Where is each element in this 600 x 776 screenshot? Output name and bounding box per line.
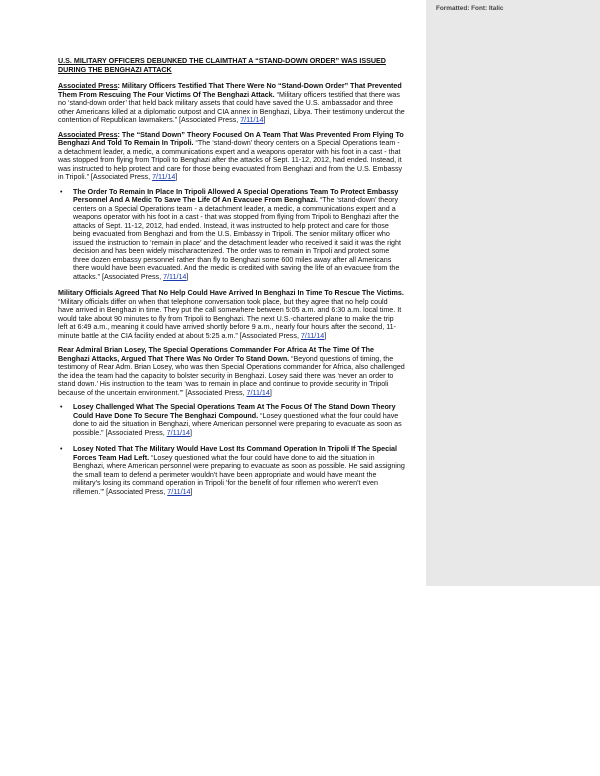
lead-sentence: Losey Challenged What The Special Operations Team At The Focus Of The Stand Down Theory Could Have Done To Secure The Benghazi Compound. (73, 403, 396, 420)
bullet-item-losey-challenged: • Losey Challenged What The Special Operations Team At The Focus Of The Stand Down Theory Could Have Done To Secure The Benghazi Compound. “Losey questioned what the four could have done to aid the situation in Benghazi, where American personnel were preparing to evacuate as soon as possible.” [Associated Press, 7/11/14] (58, 403, 405, 437)
citation-date-link[interactable]: 7/11/14 (163, 272, 187, 281)
paragraph-ap-stand-down-theory: Associated Press: The “Stand Down” Theory Focused On A Team That Was Prevented From Flying To Benghazi And Told To Remain In Tripoli. “The ‘stand-down’ theory centers on a Special Operations team - a detachment leader, a medic, a communications expert and a weapons operator with his foot in a cast - that was stopped from flying from Tripoli to Benghazi after the attacks of Sept. 11-12, 2012, had ended. Instead, it was instructed to help protect and care for those being evacuated from Benghazi and from the U.S. Embassy in Tripoli.” [Associated Press, 7/11/14] (58, 130, 404, 181)
citation-date-link[interactable]: 7/11/14 (152, 173, 176, 181)
bullet-list-1 (58, 188, 405, 282)
source-label: Associated Press (58, 82, 118, 90)
bullet-item-losey-noted: • Losey Noted That The Military Would Have Lost Its Command Operation In Tripoli If The Special Forces Team Had Left. “Losey questioned what the four could have done to aid the situation in Benghazi, where American personnel were preparing to evacuate as soon as possible. He said assigning the small team to defend a perimeter wouldn't have been appropriate and would have meant the military's losing its command operation in Tripoli 'for the benefit of four riflemen who weren't even riflemen.'” [Associated Press, 7/11/14] (58, 445, 405, 496)
quote-text: “The ‘stand-down’ theory centers on a Special Operations team - a detachment leader, a medic, a communications expert and a weapons operator with his foot in a cast - that was stopped from flying from Tripoli to Benghazi after the attacks of Sept. 11-12, 2012, had ended. Instead, it was instructed to help protect and care for those being evacuated from Benghazi and from the U.S. Embassy in Tripoli. The senior military officer who issued the instruction to ‘remain in place’ and the detachment leader who received it said it was the right decision and has been widely mischaracterized. The order was to remain in Tripoli and protect some three dozen embassy personnel rather than fly to Benghazi some 600 miles away after all Americans there would have been evacuated. And the medic is credited with saving the life of an evacuee from the attacks.” [Associated Press, (73, 196, 401, 281)
paragraph-ap-no-stand-down: Associated Press: Military Officers Testified That There Were No “Stand-Down Order” That Prevented Them From Rescuing The Four Victims Of The Benghazi Attack. “Military officers testified that there was no ‘stand-down order’ that held back military assets that could have saved the U.S. ambassador and three other Americans killed at a diplomatic outpost and CIA annex in Benghazi, Libya. Their testimony undercut the contention of Republican lawmakers.” [Associated Press, 7/11/14] (58, 82, 405, 124)
bullet-list-2 (58, 403, 405, 496)
citation-date-link[interactable]: 7/11/14 (166, 428, 190, 437)
quote-text: “Losey questioned what the four could have done to aid the situation in Benghazi, where American personnel were preparing to evacuate as soon as possible. He said assigning the small team to defend a perimeter wouldn't have been appropriate and would have meant the military's losing its command operation in Tripoli 'for the benefit of four riflemen who weren't even riflemen.'” [Associated Press, (73, 453, 405, 496)
bullet-item-remain-in-place: • The Order To Remain In Place In Tripoli Allowed A Special Operations Team To Protect Embassy Personnel And A Medic To Save The Life Of An Evacuee From Benghazi. “The ‘stand-down’ theory centers on a Special Operations team - a detachment leader, a medic, a communications expert and a weapons operator with his foot in a cast - that was stopped from flying from Tripoli to Benghazi after the attacks of Sept. 11-12, 2012, had ended. Instead, it was instructed to help protect and care for those being evacuated from Benghazi and from the U.S. Embassy in Tripoli. The senior military officer who issued the instruction to ‘remain in place’ and the detachment leader who received it said it was the right decision and has been widely mischaracterized. The order was to remain in Tripoli and protect some three dozen embassy personnel rather than fly to Benghazi some 600 miles away after all Americans there would have been evacuated. And the medic is credited with saving the life of an evacuee from the attacks.” [Associated Press, 7/11/14] (58, 188, 405, 282)
formatting-note: Formatted: Font: Italic (436, 5, 504, 12)
lead-sentence: : The “Stand Down” Theory Focused On A Team That Was Prevented From Flying To Benghazi And Told To Remain In Tripoli. (58, 130, 404, 147)
citation-date-link[interactable]: 7/11/14 (240, 116, 264, 124)
citation-date-link[interactable]: 7/11/14 (246, 388, 270, 397)
section-heading: U.S. MILITARY OFFICERS DEBUNKED THE CLAIMTHAT A “STAND-DOWN ORDER” WAS ISSUED DURING THE BENGHAZI ATTACK (58, 57, 386, 74)
lead-sentence: Military Officials Agreed That No Help Could Have Arrived In Benghazi In Time To Rescue The Victims. (58, 289, 404, 297)
source-label: Associated Press (58, 130, 118, 139)
quote-text: “Losey questioned what the four could have done to aid the situation in Benghazi, where American personnel were preparing to evacuate as soon as possible.” [Associated Press, (73, 411, 402, 437)
paragraph-losey: Rear Admiral Brian Losey, The Special Operations Commander For Africa At The Time Of The Benghazi Attacks, Argued That There Was No Order To Stand Down. “Beyond questions of timing, the testimony of Rear Adm. Brian Losey, who was then Special Operations commander for Africa, also challenged the idea the team had the capacity to bolster security in Benghazi. Losey said there was ‘never an order to stand down.’ His instruction to the team ‘was to remain in place and continue to provide security in Tripoli because of the uncertain environment.’” [Associated Press, 7/11/14] (58, 346, 405, 397)
lead-sentence: : Military Officers Testified That There Were No “Stand-Down Order” That Prevented Them From Rescuing The Four Victims Of The Benghazi Attack. (58, 82, 402, 99)
paragraph-no-help-in-time: Military Officials Agreed That No Help Could Have Arrived In Benghazi In Time To Rescue The Victims. “Military officials differ on when that telephone conversation took place, but they agree that no help could have arrived in Benghazi in time. They put the call somewhere between 5:05 a.m. and 6:30 a.m. local time. It would take about 90 minutes to fly from Tripoli to Benghazi. The next U.S.-chartered plane to make the trip left at 6:49 a.m., meaning it could have arrived shortly before 9 a.m., nearly four hours after the second, 11-minute battle at the CIA facility ended at about 5:25 a.m.” [Associated Press, 7/11/14] (58, 289, 404, 340)
quote-text: “The ‘stand-down’ theory centers on a Special Operations team - a detachment leader, a medic, a communications expert and a weapons operator with his foot in a cast - that was stopped from flying from Tripoli to Benghazi after the attacks of Sept. 11-12, 2012, had ended. Instead, it was instructed to help protect and care for those being evacuated from Benghazi and from the U.S. Embassy in Tripoli.” [Associated Press, (58, 139, 403, 181)
lead-sentence: Rear Admiral Brian Losey, The Special Operations Commander For Africa At The Time Of The Benghazi Attacks, Argued That There Was No Order To Stand Down. (58, 346, 374, 363)
comment-margin-panel (426, 0, 600, 586)
citation-date-link[interactable]: 7/11/14 (300, 331, 325, 340)
lead-sentence: The Order To Remain In Place In Tripoli Allowed A Special Operations Team To Protect Embassy Personnel And A Medic To Save The Life Of An Evacuee From Benghazi. (73, 187, 399, 204)
lead-sentence: Losey Noted That The Military Would Have Lost Its Command Operation In Tripoli If The Special Forces Team Had Left. (73, 445, 398, 462)
document-body (58, 57, 405, 504)
quote-text: “Military officials differ on when that telephone conversation took place, but they agree that no help could have arrived in Benghazi in time. They put the call somewhere between 5:05 a.m. and 6:30 a.m. local time. It would take about 90 minutes to fly from Tripoli to Benghazi. The next U.S.-chartered plane to make the trip left at 6:49 a.m., meaning it could have arrived shortly before 9 a.m., nearly four hours after the second, 11-minute battle at the CIA facility ended at about 5:25 a.m.” [Associated Press, (58, 297, 402, 340)
citation-date-link[interactable]: 7/11/14 (167, 487, 191, 496)
quote-text: “Military officers testified that there was no ‘stand-down order’ that held back military assets that could have saved the U.S. ambassador and three other Americans killed at a diplomatic outpost and CIA annex in Benghazi, Libya. Their testimony undercut the contention of Republican lawmakers.” [Associated Press, (58, 90, 405, 124)
quote-text: “Beyond questions of timing, the testimony of Rear Adm. Brian Losey, who was then Special Operations commander for Africa, also challenged the idea the team had the capacity to bolster security in Benghazi. Losey said there was ‘never an order to stand down.’ His instruction to the team ‘was to remain in place and continue to provide security in Tripoli because of the uncertain environment.’” [Associated Press, (58, 354, 405, 397)
